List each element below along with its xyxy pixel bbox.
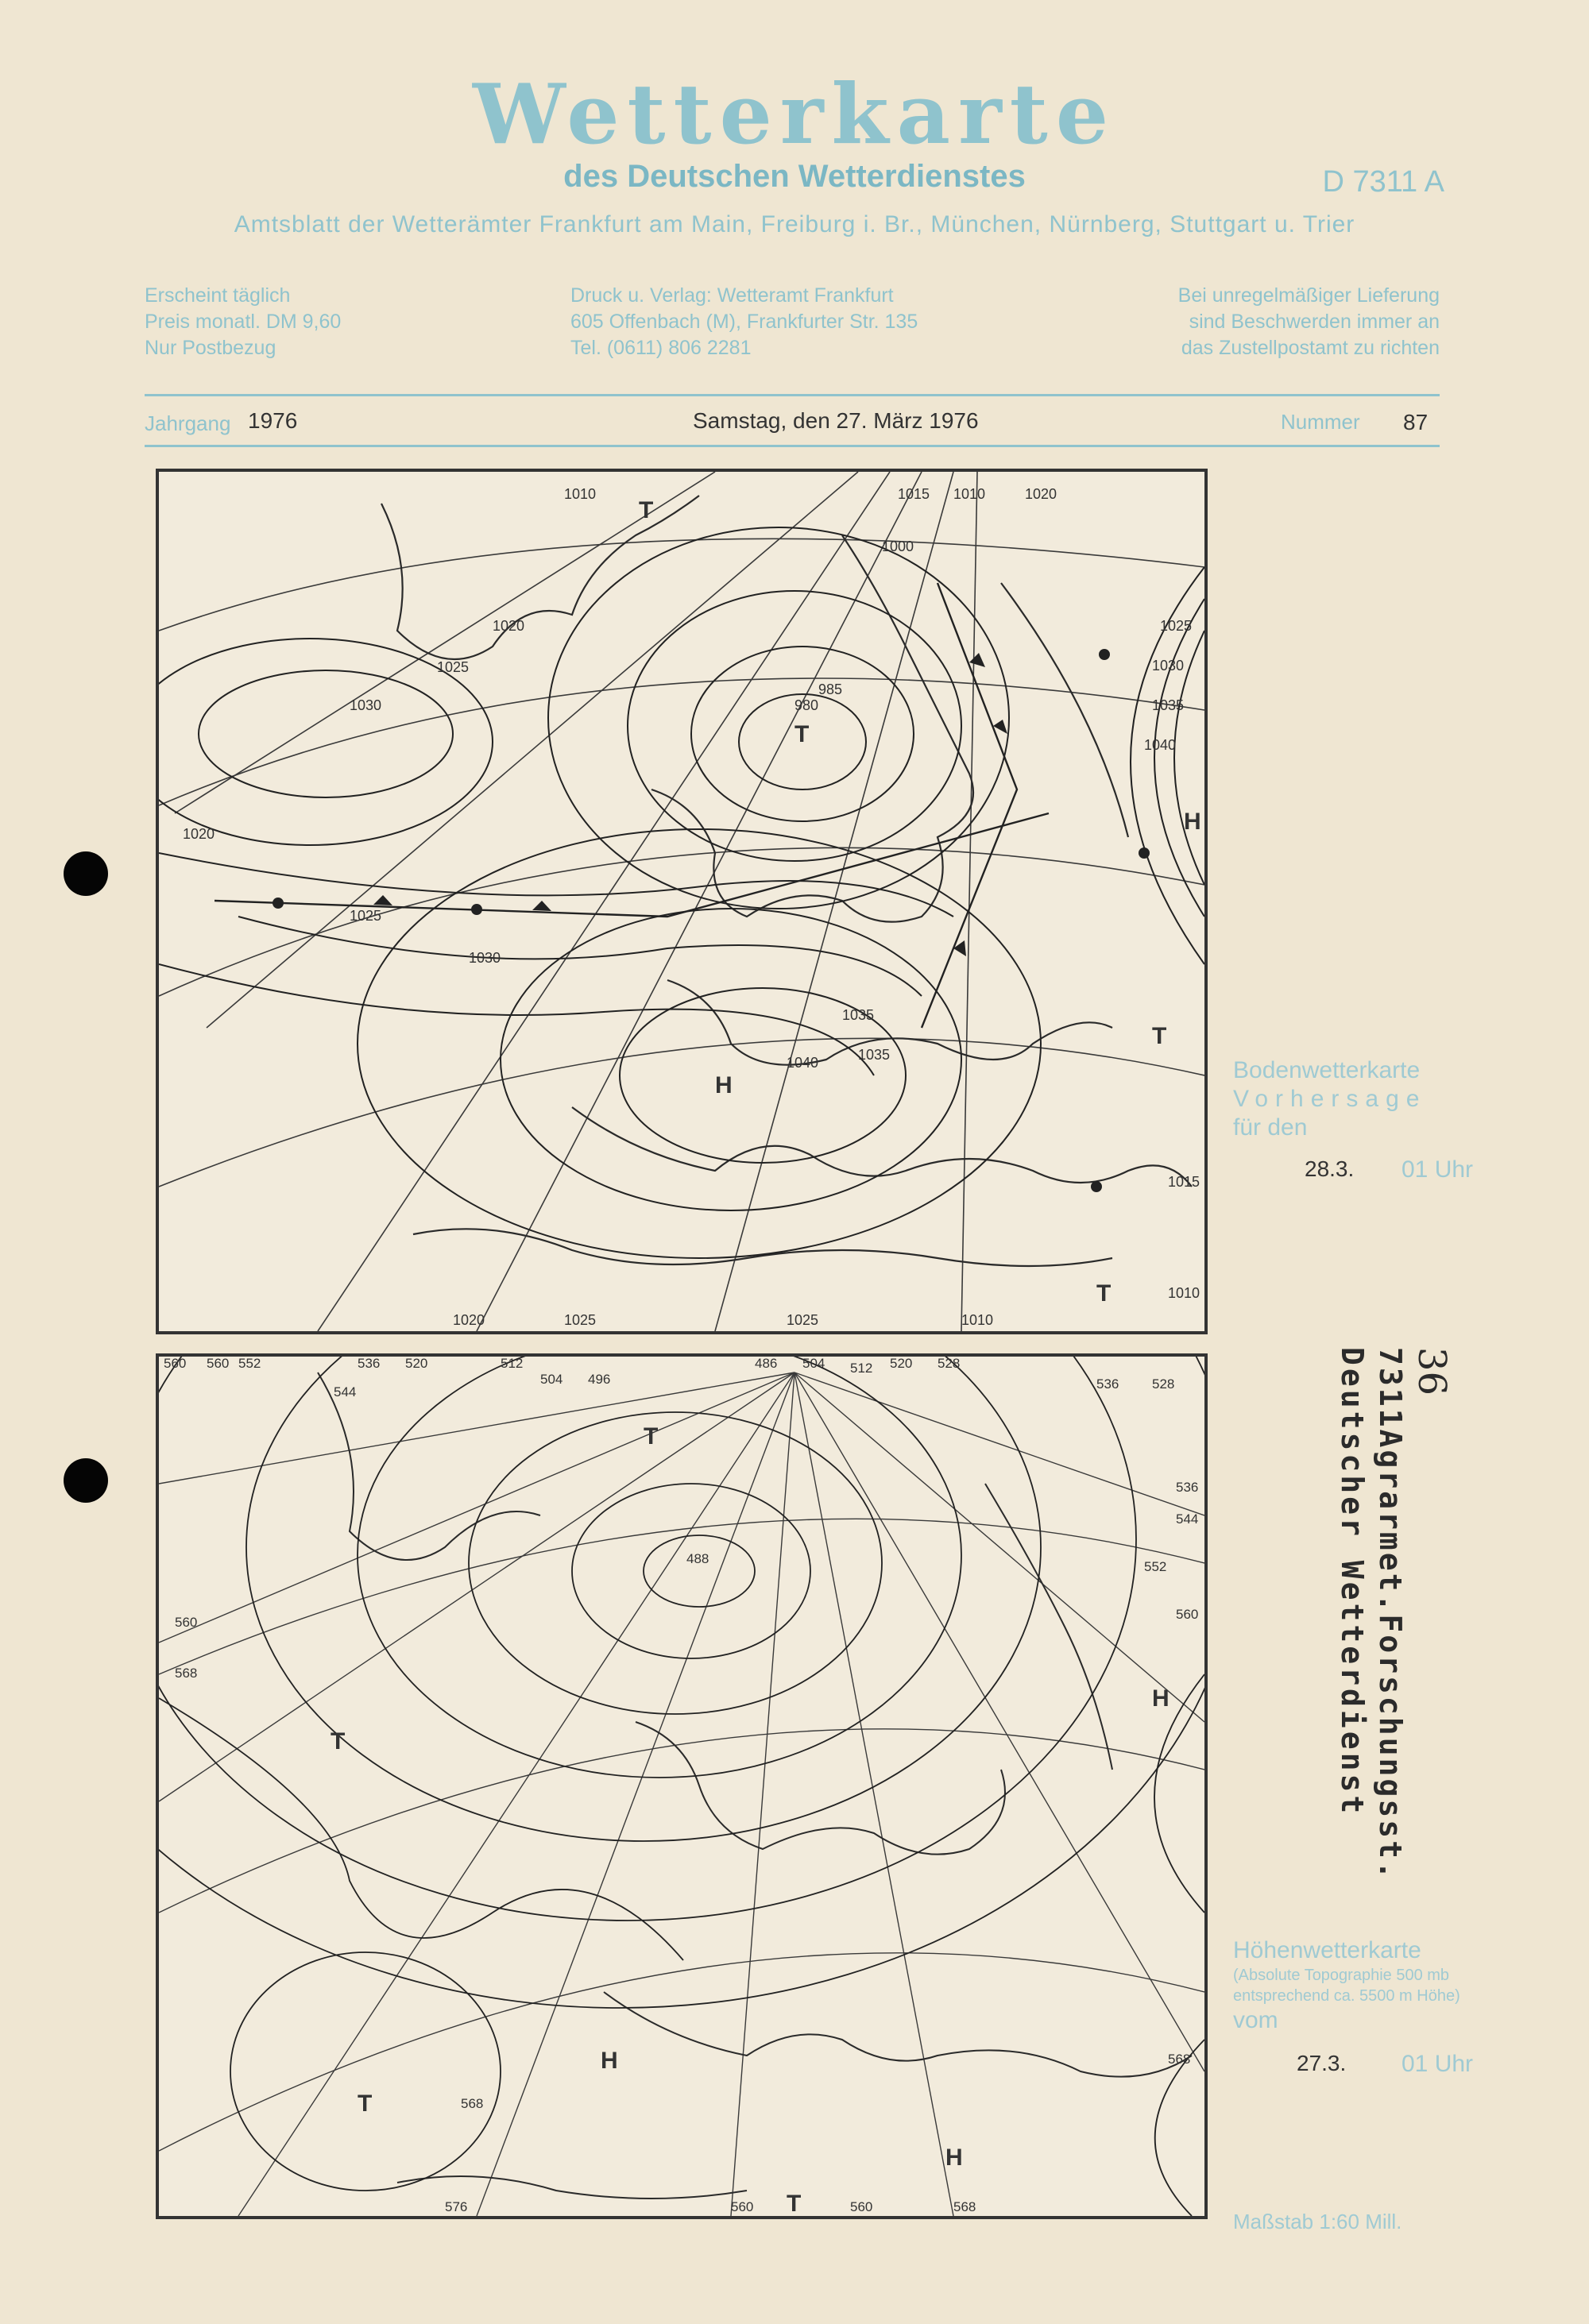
isobar-label: 1015 [1168, 1174, 1200, 1190]
height-label: 552 [1144, 1559, 1167, 1574]
height-label: 512 [850, 1361, 873, 1376]
upper-caption-note-line: (Absolute Topographie 500 mb [1233, 1967, 1450, 1984]
jahrgang-label: Jahrgang [145, 411, 231, 435]
surface-caption-subtitle: Vorhersage [1233, 1086, 1427, 1112]
height-label: 560 [175, 1615, 198, 1630]
low-pressure-label: T [331, 1728, 346, 1755]
map-scale: Maßstab 1:60 Mill. [1233, 2210, 1402, 2233]
pressure-centers [331, 1423, 1170, 2216]
upper-caption-note-line: entsprechend ca. 5500 m Höhe) [1233, 1987, 1460, 2005]
issue-date: Samstag, den 27. März 1976 [693, 408, 979, 433]
isobar-label: 1015 [898, 486, 930, 502]
info-right-line: das Zustellpostamt zu richten [1181, 337, 1440, 359]
isobar-label: 1000 [882, 539, 914, 554]
isobar-label: 1010 [1168, 1285, 1200, 1301]
low-pressure-label: T [639, 497, 654, 523]
isobar-label: 1020 [493, 618, 525, 634]
upper-air-map [156, 1353, 1208, 2219]
height-label: 544 [334, 1384, 357, 1399]
low-pressure-label: T [644, 1423, 659, 1450]
height-label: 520 [405, 1357, 428, 1371]
height-label: 486 [755, 1357, 778, 1371]
surface-map-hour: 01 Uhr [1401, 1156, 1474, 1183]
amtsblatt-line: Amtsblatt der Wetterämter Frankfurt am Main, Freiburg i. Br., München, Nürnberg, Stuttgart u. Trier [234, 211, 1355, 237]
isobars [159, 527, 1204, 1258]
punch-hole [64, 1458, 108, 1503]
info-mid-line: 605 Offenbach (M), Frankfurter Str. 135 [570, 311, 918, 333]
nummer-label: Nummer [1281, 410, 1360, 434]
height-label: 496 [588, 1372, 611, 1387]
height-label: 568 [1168, 2052, 1191, 2067]
isobar-label: 1040 [1144, 737, 1177, 753]
height-label: 568 [175, 1666, 198, 1681]
publication-code: D 7311 A [1322, 165, 1444, 199]
isobar-labels [183, 486, 1200, 1328]
isobar-label: 1030 [350, 697, 382, 713]
newspaper-title: Wetterkarte [473, 65, 1116, 163]
height-label: 576 [445, 2199, 468, 2214]
info-left-line: Nur Postbezug [145, 337, 276, 359]
isobar-label: 1025 [787, 1312, 819, 1328]
height-label: 520 [890, 1357, 913, 1371]
info-right-line: Bei unregelmäßiger Lieferung [1177, 284, 1440, 307]
isobar-label: 1010 [564, 486, 597, 502]
isobar-label: 1030 [1152, 658, 1185, 674]
height-label: 536 [358, 1357, 381, 1371]
height-label: 512 [501, 1357, 524, 1371]
isobar-label: 1020 [183, 826, 215, 842]
height-label: 488 [686, 1551, 709, 1566]
surface-map-caption [1233, 1056, 1426, 1142]
height-label: 560 [1176, 1607, 1199, 1622]
high-pressure-label: H [1152, 1685, 1170, 1712]
height-label: 528 [1152, 1376, 1175, 1392]
surface-map-drawing [159, 472, 1204, 1331]
fronts [215, 583, 1150, 1192]
divider-top [145, 394, 1440, 396]
isobar-label: 1035 [842, 1007, 875, 1023]
isobar-label: 1025 [350, 908, 382, 924]
surface-weather-map [156, 469, 1208, 1334]
surface-caption-title: Bodenwetterkarte [1233, 1057, 1421, 1083]
info-left [145, 283, 341, 361]
stamp-number: 36 [1409, 1347, 1454, 1396]
low-pressure-label: T [1096, 1280, 1112, 1307]
low-pressure-label: T [794, 721, 810, 747]
height-label: 560 [207, 1357, 230, 1371]
height-label: 528 [938, 1357, 961, 1371]
info-left-line: Erscheint täglich [145, 284, 291, 307]
height-label: 560 [731, 2199, 754, 2214]
height-label: 504 [540, 1372, 563, 1387]
low-pressure-label: T [1152, 1023, 1167, 1049]
info-mid-line: Tel. (0611) 806 2281 [570, 337, 752, 359]
isobar-label: 980 [794, 697, 819, 713]
isobar-label: 985 [818, 681, 843, 697]
isobar-label: 1020 [453, 1312, 485, 1328]
nummer-value: 87 [1403, 410, 1429, 434]
height-label: 536 [1176, 1480, 1199, 1495]
high-pressure-label: H [601, 2048, 618, 2074]
high-pressure-label: H [715, 1072, 733, 1098]
stamp-text [1333, 1347, 1454, 1882]
isobar-label: 1030 [469, 950, 501, 966]
upper-map-drawing [159, 1357, 1204, 2216]
upper-caption-from: vom [1233, 2007, 1278, 2033]
stamp-agency: Deutscher Wetterdienst [1335, 1347, 1370, 1817]
isobar-label: 1010 [953, 486, 986, 502]
surface-caption-for: für den [1233, 1114, 1308, 1141]
isobar-label: 1025 [564, 1312, 597, 1328]
height-contours [159, 1357, 1204, 2216]
height-labels [164, 1357, 1198, 2214]
upper-map-date: 27.3. [1297, 2051, 1347, 2075]
punch-hole [64, 851, 108, 896]
graticule [159, 1372, 1204, 2216]
isobar-label: 1010 [961, 1312, 994, 1328]
height-label: 560 [850, 2199, 873, 2214]
jahrgang-value: 1976 [248, 408, 298, 433]
height-label: 560 [164, 1357, 187, 1371]
upper-caption-title: Höhenwetterkarte [1233, 1937, 1421, 1963]
isobar-label: 1020 [1025, 486, 1057, 502]
height-label: 568 [953, 2199, 976, 2214]
isobar-label: 1025 [1160, 618, 1193, 634]
height-label: 544 [1176, 1511, 1199, 1527]
surface-map-date: 28.3. [1305, 1156, 1355, 1181]
height-label: 536 [1096, 1376, 1119, 1392]
upper-map-hour: 01 Uhr [1401, 2051, 1474, 2077]
isobar-label: 1040 [787, 1055, 819, 1071]
height-label: 568 [461, 2096, 484, 2111]
divider-bottom [145, 445, 1440, 447]
high-pressure-label: H [945, 2144, 963, 2171]
low-pressure-label: T [787, 2191, 802, 2216]
info-right [1178, 283, 1440, 361]
stamp-institute: 7311Agrarmet.Forschungsst. [1373, 1347, 1408, 1882]
info-right-line: sind Beschwerden immer an [1189, 311, 1440, 333]
newspaper-subtitle: des Deutschen Wetterdienstes [563, 159, 1026, 194]
height-label: 504 [802, 1357, 825, 1371]
info-left-line: Preis monatl. DM 9,60 [145, 311, 342, 333]
isobar-label: 1025 [437, 659, 470, 675]
info-mid-line: Druck u. Verlag: Wetteramt Frankfurt [570, 284, 894, 307]
isobar-label: 1035 [1152, 697, 1185, 713]
info-publisher [570, 283, 918, 361]
high-pressure-label: H [1184, 809, 1201, 835]
height-label: 552 [238, 1357, 261, 1371]
low-pressure-label: T [358, 2090, 373, 2117]
isobar-label: 1035 [858, 1047, 891, 1063]
graticule [159, 472, 1204, 1331]
